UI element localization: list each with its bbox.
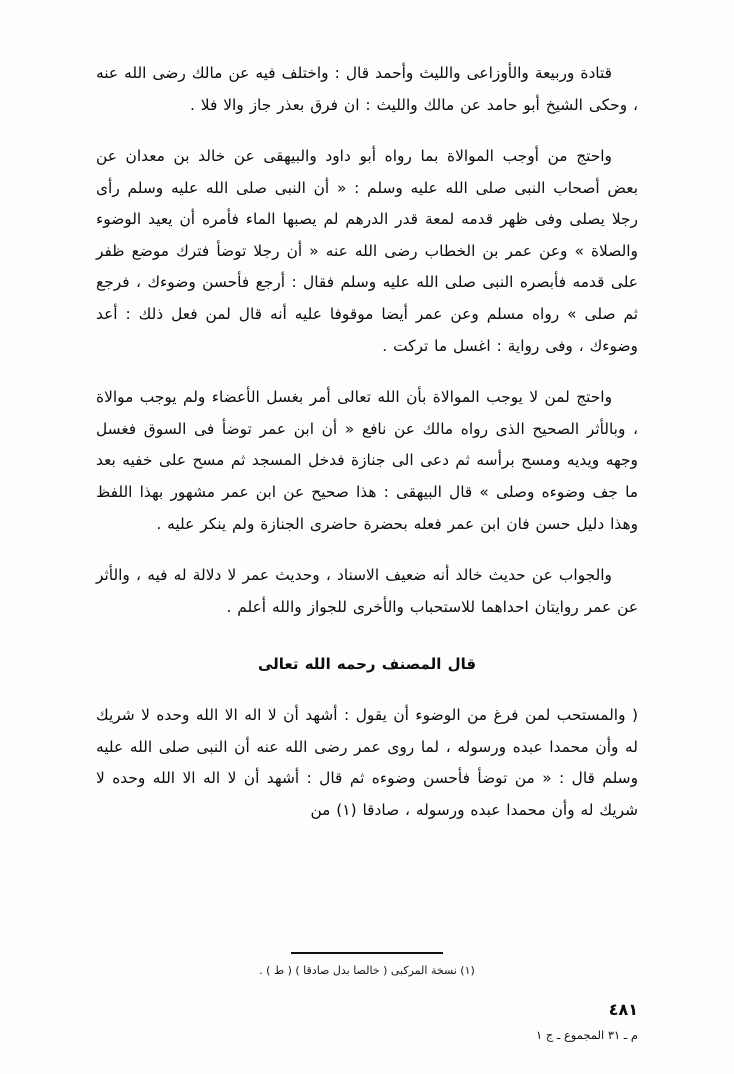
paragraph-1: قتادة وربيعة والأوزاعى والليث وأحمد قال : واختلف فيه عن مالك رضى الله عنه ، وحكى الشيخ أبو حامد عن مالك والليث : ان فرق بعذر جاز والا فلا . (96, 64, 638, 114)
footnote-divider (291, 952, 443, 954)
page-number: ٤٨١ (608, 1000, 638, 1019)
colophon-line: م ـ ٣١ المجموع ـ ج ١ (536, 1028, 638, 1042)
paragraph-2: واحتج من أوجب الموالاة بما رواه أبو داود والبيهقى عن خالد بن معدان عن بعض أصحاب النبى صلى الله عليه وسلم : « أن النبى صلى الله عليه وسلم رأى رجلا يصلى وفى ظهر قدمه لمعة قدر الدرهم لم يصبها الماء فأمره أن يعيد الوضوء والصلاة » وعن عمر بن الخطاب رضى الله عنه « أن رجلا توضأ فترك موضع ظفر على قدمه فأبصره النبى صلى الله عليه وسلم فقال : أرجع فأحسن وضوءك ، فرجع ثم صلى » رواه مسلم وعن عمر أيضا موقوفا عليه أنه قال لمن فعل ذلك : أعد وضوءك ، وفى رواية : اغسل ما تركت . (96, 147, 638, 355)
section-heading: قال المصنف رحمه الله تعالى (257, 655, 477, 674)
paragraph-4: والجواب عن حديث خالد أنه ضعيف الاسناد ، وحديث عمر لا دلالة له فيه ، والأثر عن عمر روايتان احداهما للاستحباب والأخرى للجواز والله أعلم . (96, 566, 638, 616)
text-column (96, 58, 638, 846)
paragraph-5: ( والمستحب لمن فرغ من الوضوء أن يقول : أشهد أن لا اله الا الله وحده لا شريك له وأن محمدا عبده ورسوله ، لما روى عمر رضى الله عنه أن النبى صلى الله عليه وسلم قال : « من توضأ فأحسن وضوءه ثم قال : أشهد أن لا اله الا الله وحده لا شريك له وأن محمدا عبده ورسوله ، صادقا (١) من (96, 706, 638, 819)
paragraph-3: واحتج لمن لا يوجب الموالاة بأن الله تعالى أمر بغسل الأعضاء ولم يوجب موالاة ، وبالأثر الصحيح الذى رواه مالك عن نافع « أن ابن عمر توضأ فى السوق فغسل وجهه ويديه ومسح برأسه ثم دعى الى جنازة فدخل المسجد ثم مسح على خفيه بعد ما جف وضوءه وصلى » قال البيهقى : هذا صحيح عن ابن عمر مشهور بهذا اللفظ وهذا دليل حسن فان ابن عمر فعله بحضرة حاضرى الجنازة ولم ينكر عليه . (96, 388, 638, 533)
footnote-text: (١) نسخة المركبى ( خالصا بدل صادقا ) ( ط ) . (259, 964, 475, 977)
